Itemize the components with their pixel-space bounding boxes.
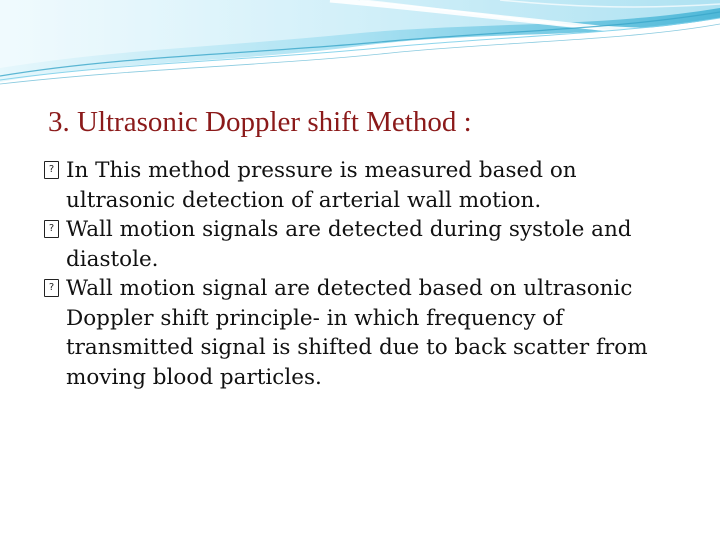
header-wave-decoration (0, 0, 720, 90)
bullet-text: Wall motion signal are detected based on ultrasonic Doppler shift principle- in which frequency of transmitted signal is shifted due to back scatter from moving blood particles. (66, 276, 648, 390)
unsupported-glyph-icon: ? (44, 161, 59, 179)
bullet-text: In This method pressure is measured based on ultrasonic detection of arterial wall motion. (66, 158, 577, 213)
unsupported-glyph-icon: ? (44, 279, 59, 297)
bullet-item (44, 156, 684, 215)
bullet-text: Wall motion signals are detected during systole and diastole. (66, 217, 632, 272)
bullet-list (44, 156, 684, 392)
bullet-item (44, 274, 684, 392)
bullet-item (44, 215, 684, 274)
slide-title: 3. Ultrasonic Doppler shift Method : (48, 106, 472, 138)
unsupported-glyph-icon: ? (44, 220, 59, 238)
